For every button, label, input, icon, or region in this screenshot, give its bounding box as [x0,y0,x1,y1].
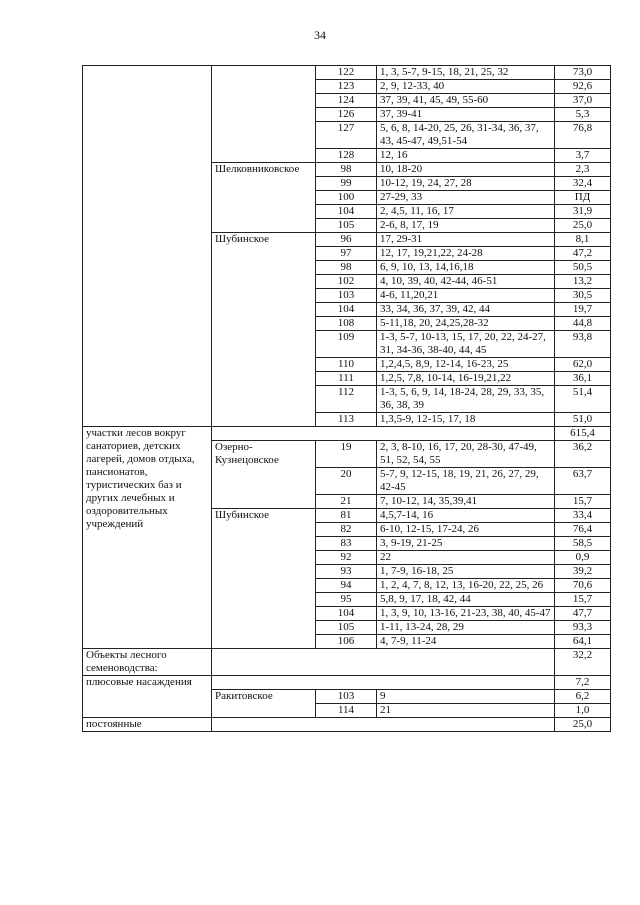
quarter-number: 126 [316,108,377,122]
area-value: 44,8 [555,317,611,331]
quarter-number: 103 [316,289,377,303]
category-total: 32,2 [555,649,611,676]
allotment-list: 12, 17, 19,21,22, 24-28 [377,247,555,261]
area-value: 8,1 [555,233,611,247]
area-value: 76,8 [555,122,611,149]
area-value: 76,4 [555,523,611,537]
allotment-list: 21 [377,704,555,718]
blank-cell [212,427,555,441]
area-value: 62,0 [555,358,611,372]
area-value: 13,2 [555,275,611,289]
quarter-number: 113 [316,413,377,427]
quarter-number: 82 [316,523,377,537]
quarter-number: 81 [316,509,377,523]
quarter-number: 105 [316,219,377,233]
area-value: 73,0 [555,66,611,80]
allotment-list: 1,2,4,5, 8,9, 12-14, 16-23, 25 [377,358,555,372]
area-value: 15,7 [555,593,611,607]
quarter-number: 123 [316,80,377,94]
quarter-number: 108 [316,317,377,331]
category-label: плюсовые насаждения [83,676,212,718]
quarter-number: 20 [316,468,377,495]
forestry-name: Ракитовское [212,690,316,718]
area-value: 93,8 [555,331,611,358]
category-cell [83,66,212,427]
quarter-number: 103 [316,690,377,704]
area-value: 92,6 [555,80,611,94]
area-value: ПД [555,191,611,205]
area-value: 6,2 [555,690,611,704]
allotment-list: 2, 9, 12-33, 40 [377,80,555,94]
quarter-number: 92 [316,551,377,565]
table-body [83,66,611,732]
quarter-number: 110 [316,358,377,372]
quarter-number: 124 [316,94,377,108]
table-row [83,676,611,690]
quarter-number: 98 [316,163,377,177]
area-value: 36,2 [555,441,611,468]
allotment-list: 9 [377,690,555,704]
allotment-list: 2, 3, 8-10, 16, 17, 20, 28-30, 47-49, 51, 52, 54, 55 [377,441,555,468]
category-label: Объекты лесного семеноводства: [83,649,212,676]
page-number: 34 [314,28,326,42]
area-value: 39,2 [555,565,611,579]
quarter-number: 96 [316,233,377,247]
allotment-list: 5-11,18, 20, 24,25,28-32 [377,317,555,331]
quarter-number: 111 [316,372,377,386]
table-row [83,718,611,732]
allotment-list: 1, 3, 9, 10, 13-16, 21-23, 38, 40, 45-47 [377,607,555,621]
quarter-number: 105 [316,621,377,635]
quarter-number: 83 [316,537,377,551]
quarter-number: 114 [316,704,377,718]
area-value: 33,4 [555,509,611,523]
allotment-list: 1-3, 5-7, 10-13, 15, 17, 20, 22, 24-27, 31, 34-36, 38-40, 44, 45 [377,331,555,358]
area-value: 64,1 [555,635,611,649]
table-row [83,427,611,441]
blank-cell [212,718,555,732]
allotment-list: 17, 29-31 [377,233,555,247]
allotment-list: 1-3, 5, 6, 9, 14, 18-24, 28, 29, 33, 35, 36, 38, 39 [377,386,555,413]
allotment-list: 1-11, 13-24, 28, 29 [377,621,555,635]
area-value: 32,4 [555,177,611,191]
quarter-number: 106 [316,635,377,649]
quarter-number: 98 [316,261,377,275]
forestry-name: Озерно-Кузнецовское [212,441,316,509]
blank-cell [212,649,555,676]
allotment-list: 1, 7-9, 16-18, 25 [377,565,555,579]
allotment-list: 1,2,5, 7,8, 10-14, 16-19,21,22 [377,372,555,386]
quarter-number: 127 [316,122,377,149]
area-value: 2,3 [555,163,611,177]
allotment-list: 4, 7-9, 11-24 [377,635,555,649]
allotment-list: 33, 34, 36, 37, 39, 42, 44 [377,303,555,317]
forestry-name: Шелковниковское [212,163,316,233]
allotment-list: 37, 39, 41, 45, 49, 55-60 [377,94,555,108]
allotment-list: 6-10, 12-15, 17-24, 26 [377,523,555,537]
quarter-number: 128 [316,149,377,163]
allotment-list: 6, 9, 10, 13, 14,16,18 [377,261,555,275]
allotment-list: 2-6, 8, 17, 19 [377,219,555,233]
quarter-number: 109 [316,331,377,358]
area-value: 47,7 [555,607,611,621]
quarter-number: 19 [316,441,377,468]
allotment-list: 1, 2, 4, 7, 8, 12, 13, 16-20, 22, 25, 26 [377,579,555,593]
quarter-number: 97 [316,247,377,261]
quarter-number: 104 [316,303,377,317]
area-value: 1,0 [555,704,611,718]
allotment-list: 10, 18-20 [377,163,555,177]
quarter-number: 21 [316,495,377,509]
quarter-number: 95 [316,593,377,607]
quarter-number: 112 [316,386,377,413]
category-total: 7,2 [555,676,611,690]
area-value: 31,9 [555,205,611,219]
allotment-list: 27-29, 33 [377,191,555,205]
area-value: 36,1 [555,372,611,386]
allotment-list: 5,8, 9, 17, 18, 42, 44 [377,593,555,607]
forestry-name: Шубинское [212,509,316,649]
allotment-list: 4-6, 11,20,21 [377,289,555,303]
forest-areas-table [82,65,611,732]
quarter-number: 100 [316,191,377,205]
allotment-list: 7, 10-12, 14, 35,39,41 [377,495,555,509]
area-value: 30,5 [555,289,611,303]
allotment-list: 22 [377,551,555,565]
quarter-number: 104 [316,607,377,621]
area-value: 19,7 [555,303,611,317]
area-value: 51,4 [555,386,611,413]
area-value: 50,5 [555,261,611,275]
table-row [83,649,611,676]
allotment-list: 12, 16 [377,149,555,163]
allotment-list: 1,3,5-9, 12-15, 17, 18 [377,413,555,427]
allotment-list: 2, 4,5, 11, 16, 17 [377,205,555,219]
quarter-number: 99 [316,177,377,191]
forestry-name [212,66,316,163]
area-value: 47,2 [555,247,611,261]
area-value: 58,5 [555,537,611,551]
allotment-list: 10-12, 19, 24, 27, 28 [377,177,555,191]
allotment-list: 5, 6, 8, 14-20, 25, 26, 31-34, 36, 37, 43, 45-47, 49,51-54 [377,122,555,149]
quarter-number: 102 [316,275,377,289]
area-value: 5,3 [555,108,611,122]
blank-cell [212,676,555,690]
quarter-number: 104 [316,205,377,219]
category-total: 615,4 [555,427,611,441]
forestry-name: Шубинское [212,233,316,427]
allotment-list: 1, 3, 5-7, 9-15, 18, 21, 25, 32 [377,66,555,80]
area-value: 51,0 [555,413,611,427]
area-value: 15,7 [555,495,611,509]
area-value: 93,3 [555,621,611,635]
table-row [83,66,611,80]
allotment-list: 5-7, 9, 12-15, 18, 19, 21, 26, 27, 29, 42-45 [377,468,555,495]
allotment-list: 4,5,7-14, 16 [377,509,555,523]
area-value: 0,9 [555,551,611,565]
allotment-list: 37, 39-41 [377,108,555,122]
category-total: 25,0 [555,718,611,732]
quarter-number: 122 [316,66,377,80]
category-label: постоянные [83,718,212,732]
area-value: 37,0 [555,94,611,108]
allotment-list: 3, 9-19, 21-25 [377,537,555,551]
allotment-list: 4, 10, 39, 40, 42-44, 46-51 [377,275,555,289]
area-value: 70,6 [555,579,611,593]
quarter-number: 93 [316,565,377,579]
area-value: 25,0 [555,219,611,233]
category-label: участки лесов вокруг санаториев, детских лагерей, домов отдыха, пансионатов, туристических баз и других лечебных и оздоровительных учреждений [83,427,212,649]
quarter-number: 94 [316,579,377,593]
area-value: 3,7 [555,149,611,163]
area-value: 63,7 [555,468,611,495]
